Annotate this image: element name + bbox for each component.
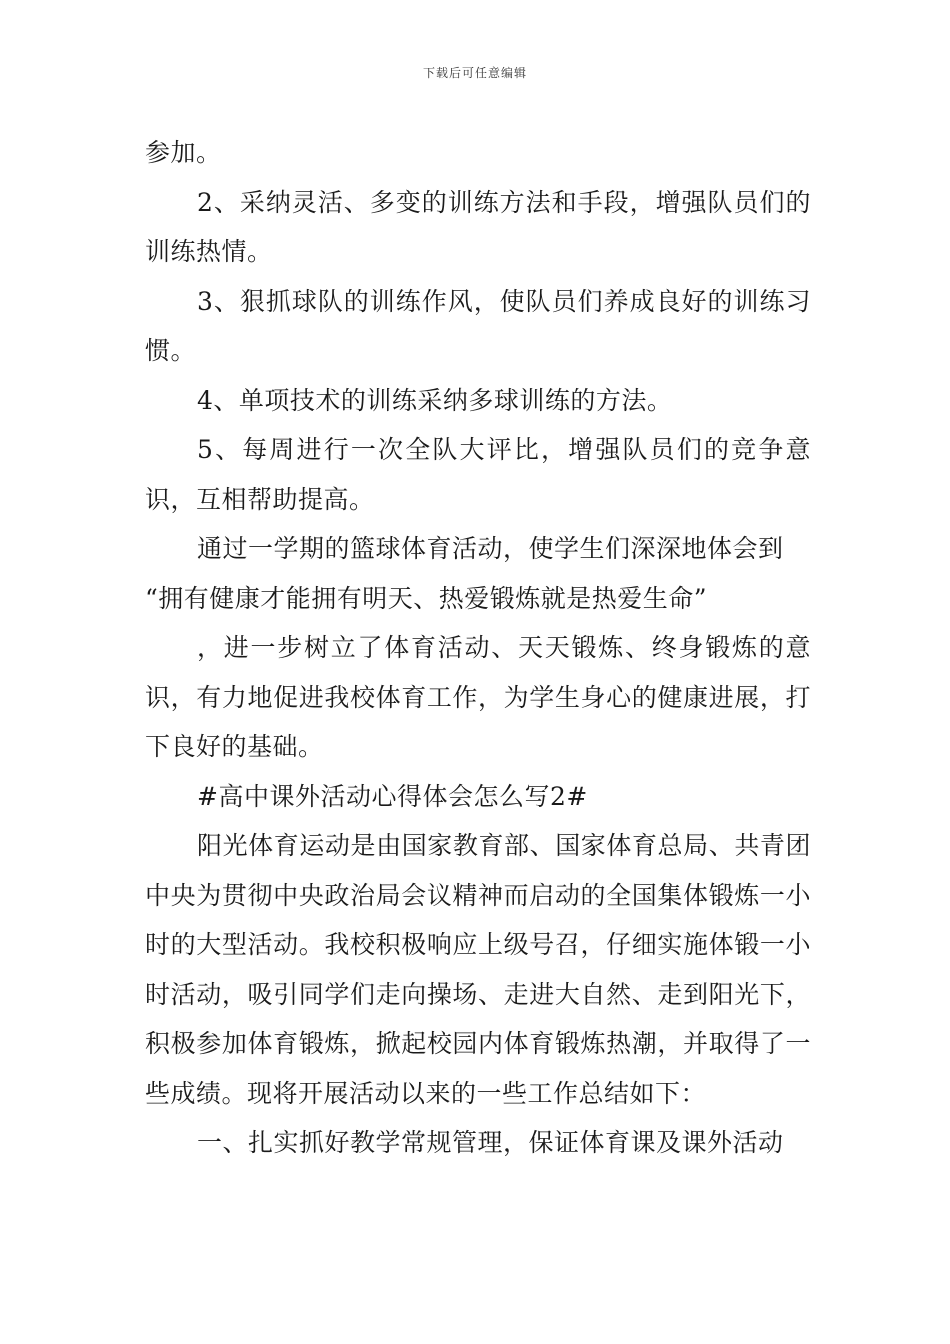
paragraph: 一、扎实抓好教学常规管理，保证体育课及课外活动 [197,1128,784,1157]
quoted-paragraph: “拥有健康才能拥有明天、热爱锻炼就是热爱生命” [145,583,708,613]
paragraph: 4、单项技术的训练采纳多球训练的方法。 [197,385,673,415]
paragraph: ，进一步树立了体育活动、天天锻炼、终身锻炼的意识，有力地促进我校体育工作，为学生身心的健康进展，打下良好的基础。 [145,633,811,761]
paragraph: 阳光体育运动是由国家教育部、国家体育总局、共青团中央为贯彻中央政治局会议精神而启动的全国集体锻炼一小时的大型活动。我校积极响应上级号召，仔细实施体锻一小时活动，吸引同学们走向操场、走进大自然、走到阳光下，积极参加体育锻炼，掀起校园内体育锻炼热潮，并取得了一些成绩。现将开展活动以来的一些工作总结如下： [145,831,811,1108]
page-header: 下载后可任意编辑 [422,66,527,80]
paragraph: 通过一学期的篮球体育活动，使学生们深深地体会到 [197,534,784,563]
paragraph: 参加。 [145,138,222,167]
paragraph: 2、采纳灵活、多变的训练方法和手段，增强队员们的训练热情。 [145,187,811,266]
paragraph: 5、每周进行一次全队大评比，增强队员们的竞争意识，互相帮助提高。 [145,435,811,514]
document-body [145,128,811,1168]
paragraph: 3、狠抓球队的训练作风，使队员们养成良好的训练习惯。 [145,286,811,365]
section-heading: #高中课外活动心得体会怎么写2# [197,781,588,811]
